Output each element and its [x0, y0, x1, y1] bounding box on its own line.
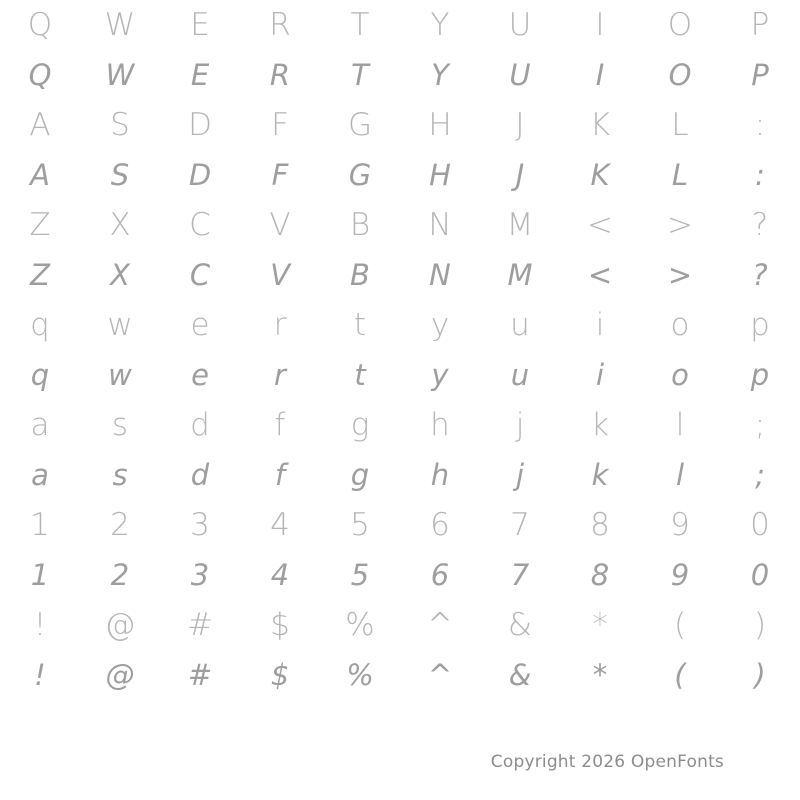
glyph-cell: # [187, 606, 213, 643]
glyph-cell: 0 [750, 557, 770, 592]
glyph-cell: # [187, 657, 213, 692]
glyph-cell: I [595, 6, 605, 43]
glyph-cell: r [273, 306, 287, 343]
glyph-cell: R [269, 57, 291, 92]
glyph-cell: < [587, 257, 613, 292]
glyph-cell: & [507, 606, 533, 643]
glyph-cell: a [30, 406, 50, 443]
glyph-cell: R [269, 6, 291, 43]
glyph-cell: W [105, 57, 135, 92]
glyph-cell: W [104, 6, 136, 43]
glyph-cell: s [112, 457, 128, 492]
glyph-cell: G [348, 157, 372, 192]
glyph-cell: Q [28, 57, 52, 92]
glyph-cell: 9 [670, 506, 690, 543]
glyph-row-upright [0, 600, 800, 650]
glyph-cell: ! [33, 606, 47, 643]
glyph-cell: r [274, 357, 286, 392]
glyph-cell: $ [270, 606, 290, 643]
glyph-cell: B [350, 257, 370, 292]
glyph-cell: P [751, 57, 769, 92]
glyph-cell: : [755, 157, 765, 192]
glyph-cell: N [428, 206, 452, 243]
glyph-cell: G [347, 106, 373, 143]
glyph-cell: Y [431, 57, 449, 92]
glyph-row-upright [0, 400, 800, 450]
glyph-cell: V [270, 257, 290, 292]
glyph-cell: K [589, 106, 611, 143]
glyph-cell: O [667, 6, 693, 43]
glyph-cell: ( [674, 657, 686, 692]
glyph-cell: k [591, 457, 609, 492]
glyph-cell: d [190, 457, 210, 492]
glyph-cell: H [429, 157, 451, 192]
glyph-cell: 7 [510, 557, 530, 592]
glyph-row-italic [0, 550, 800, 600]
glyph-cell: q [30, 306, 50, 343]
glyph-cell: 6 [430, 506, 450, 543]
glyph-cell: a [31, 457, 49, 492]
glyph-cell: > [667, 206, 693, 243]
glyph-row-italic [0, 50, 800, 100]
glyph-cell: d [190, 406, 210, 443]
glyph-cell: j [515, 457, 525, 492]
glyph-cell: S [110, 157, 130, 192]
glyph-cell: g [350, 457, 370, 492]
glyph-cell: X [110, 257, 130, 292]
glyph-row-italic [0, 350, 800, 400]
glyph-cell: ; [754, 406, 766, 443]
glyph-cell: 2 [110, 506, 130, 543]
glyph-cell: T [351, 57, 369, 92]
glyph-cell: h [430, 406, 450, 443]
glyph-row-italic [0, 650, 800, 700]
glyph-cell: C [189, 206, 211, 243]
glyph-cell: P [750, 6, 770, 43]
glyph-cell: < [587, 206, 613, 243]
glyph-cell: F [271, 106, 289, 143]
glyph-cell: A [30, 157, 50, 192]
glyph-cell: B [349, 206, 371, 243]
glyph-cell: 4 [270, 557, 290, 592]
glyph-cell: V [269, 206, 291, 243]
glyph-cell: 7 [510, 506, 530, 543]
glyph-cell: 1 [30, 557, 50, 592]
glyph-row-upright [0, 100, 800, 150]
glyph-cell: Y [430, 6, 450, 43]
copyright-notice: Copyright 2026 OpenFonts [490, 752, 724, 772]
glyph-row-upright [0, 300, 800, 350]
glyph-cell: u [510, 357, 530, 392]
glyph-cell: l [675, 406, 685, 443]
glyph-cell: N [429, 257, 451, 292]
glyph-cell: D [188, 157, 212, 192]
glyph-cell: U [509, 57, 531, 92]
glyph-cell: ) [754, 657, 766, 692]
glyph-cell: h [430, 457, 450, 492]
glyph-cell: 5 [350, 506, 370, 543]
glyph-cell: i [595, 306, 605, 343]
glyph-cell: ^ [427, 657, 453, 692]
glyph-cell: t [353, 306, 367, 343]
glyph-cell: * [592, 657, 608, 692]
glyph-cell: 8 [590, 557, 610, 592]
glyph-row-italic [0, 150, 800, 200]
glyph-cell: i [595, 357, 605, 392]
glyph-cell: J [515, 157, 525, 192]
glyph-cell: : [754, 106, 766, 143]
glyph-cell: X [109, 206, 131, 243]
glyph-cell: * [592, 606, 608, 643]
glyph-cell: $ [270, 657, 290, 692]
glyph-cell: C [189, 257, 211, 292]
glyph-cell: j [515, 406, 525, 443]
glyph-cell: S [110, 106, 130, 143]
glyph-cell: @ [105, 657, 135, 692]
glyph-cell: ? [751, 206, 769, 243]
glyph-cell: I [595, 57, 605, 92]
glyph-cell: Z [30, 257, 50, 292]
glyph-cell: M [507, 257, 533, 292]
glyph-cell: 0 [750, 506, 770, 543]
glyph-cell: f [274, 406, 286, 443]
glyph-cell: K [590, 157, 610, 192]
glyph-cell: f [274, 457, 286, 492]
glyph-row-italic [0, 450, 800, 500]
glyph-cell: E [190, 57, 210, 92]
glyph-cell: F [271, 157, 289, 192]
glyph-cell: o [670, 306, 690, 343]
glyph-cell: T [350, 6, 370, 43]
glyph-cell: k [591, 406, 609, 443]
glyph-cell: p [750, 357, 770, 392]
glyph-cell: 3 [190, 557, 210, 592]
glyph-cell: 4 [270, 506, 290, 543]
glyph-row-upright [0, 0, 800, 50]
glyph-cell: o [671, 357, 689, 392]
glyph-cell: 1 [30, 506, 50, 543]
glyph-cell: E [190, 6, 210, 43]
glyph-cell: 5 [350, 557, 370, 592]
glyph-cell: A [29, 106, 51, 143]
glyph-cell: O [668, 57, 692, 92]
glyph-cell: w [107, 306, 133, 343]
glyph-cell: 6 [430, 557, 450, 592]
glyph-cell: @ [104, 606, 136, 643]
glyph-cell: H [428, 106, 452, 143]
glyph-cell: w [108, 357, 132, 392]
glyph-cell: ) [753, 606, 767, 643]
glyph-cell: M [506, 206, 534, 243]
glyph-cell: ; [755, 457, 765, 492]
glyph-cell: U [508, 6, 532, 43]
glyph-cell: D [188, 106, 212, 143]
glyph-cell: % [346, 657, 374, 692]
glyph-cell: l [675, 457, 685, 492]
glyph-cell: t [354, 357, 366, 392]
glyph-cell: u [510, 306, 530, 343]
glyph-cell: ( [673, 606, 687, 643]
glyph-row-upright [0, 200, 800, 250]
glyph-cell: g [350, 406, 370, 443]
glyph-cell: q [30, 357, 50, 392]
glyph-cell: ? [752, 257, 768, 292]
glyph-cell: 2 [110, 557, 130, 592]
glyph-cell: 9 [670, 557, 690, 592]
glyph-cell: & [508, 657, 532, 692]
glyph-cell: s [111, 406, 129, 443]
glyph-cell: Z [29, 206, 51, 243]
glyph-cell: e [191, 357, 209, 392]
glyph-cell: L [671, 157, 689, 192]
glyph-cell: Q [27, 6, 53, 43]
glyph-cell: y [431, 357, 449, 392]
glyph-row-upright [0, 500, 800, 550]
glyph-cell: L [671, 106, 689, 143]
glyph-row-italic [0, 250, 800, 300]
glyph-cell: > [667, 257, 693, 292]
glyph-cell: ^ [427, 606, 453, 643]
glyph-cell: J [515, 106, 525, 143]
glyph-cell: % [345, 606, 375, 643]
glyph-cell: y [430, 306, 450, 343]
glyph-cell: e [190, 306, 210, 343]
glyph-cell: 8 [590, 506, 610, 543]
glyph-cell: ! [34, 657, 46, 692]
glyph-cell: 3 [190, 506, 210, 543]
glyph-cell: p [750, 306, 770, 343]
